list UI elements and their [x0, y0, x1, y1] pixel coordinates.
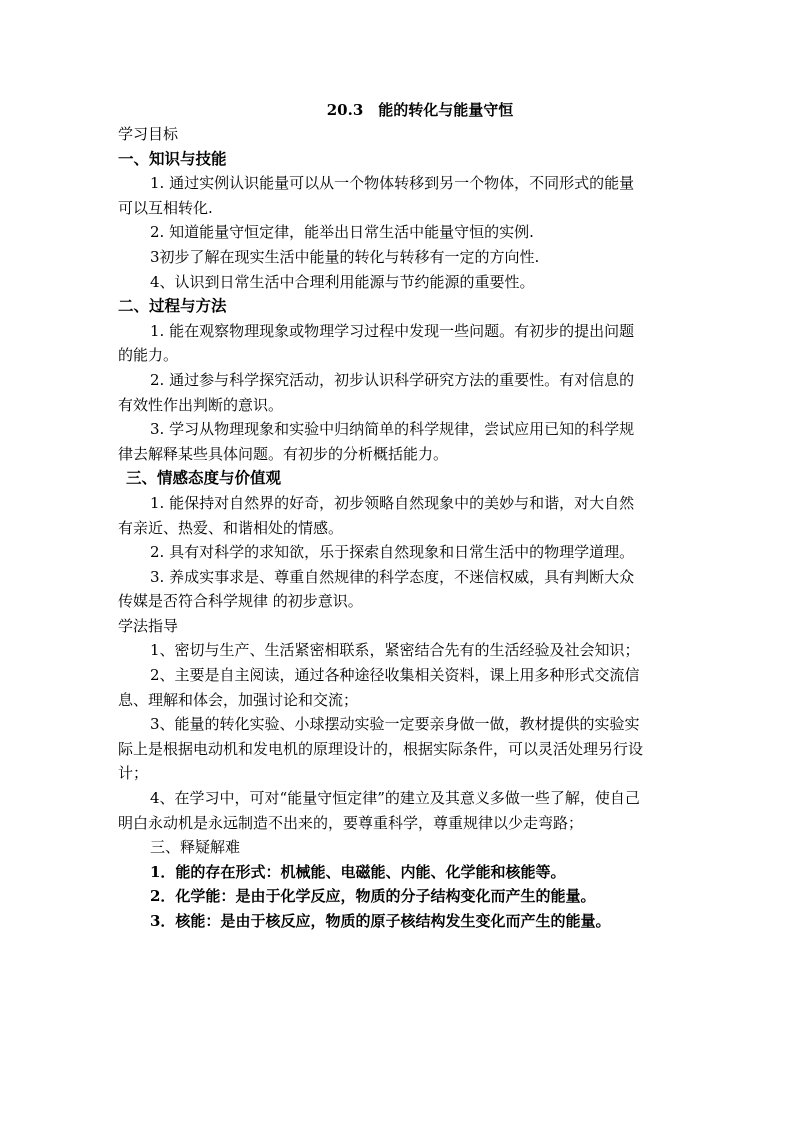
paragraph-line: 1. 通过实例认识能量可以从一个物体转移到另一个物体，不同形式的能量: [150, 174, 635, 193]
paragraph-line: 3初步了解在现实生活中能量的转化与转移有一定的方向性.: [150, 247, 540, 266]
paragraph-line: 有亲近、热爱、和谐相处的情感。: [118, 518, 344, 537]
paragraph-line: 的能力。: [118, 346, 179, 365]
paragraph-line: 息、理解和体会，加强讨论和交流；: [118, 690, 359, 709]
paragraph-line: 明白永动机是永远制造不出来的，要尊重科学，尊重规律以少走弯路；: [118, 813, 584, 832]
paragraph-line: 1．能的存在形式：机械能、电磁能、内能、化学能和核能等。: [150, 862, 566, 881]
paragraph-line: 1. 能保持对自然界的好奇，初步领略自然现象中的美妙与和谐，对大自然: [150, 493, 635, 512]
paragraph-line: 4、认识到日常生活中合理利用能源与节约能源的重要性。: [150, 272, 535, 291]
paragraph-line: 有效性作出判断的意识。: [118, 395, 284, 414]
section-process-methods: 二、过程与方法: [118, 296, 227, 316]
paragraph-line: 2．化学能：是由于化学反应，物质的分子结构变化而产生的能量。: [150, 887, 596, 906]
paragraph-line: 计；: [118, 764, 149, 783]
section-attitude-values: 三、情感态度与价值观: [126, 468, 282, 488]
paragraph-line: 律去解释某些具体问题。有初步的分析概括能力。: [118, 444, 449, 463]
heading-learning-goals: 学习目标: [118, 125, 179, 143]
paragraph-line: 1. 能在观察物理现象或物理学习过程中发现一些问题。有初步的提出问题: [150, 321, 635, 340]
paragraph-line: 2. 具有对科学的求知欲，乐于探索自然现象和日常生活中的物理学道理。: [150, 543, 635, 562]
paragraph-line: 可以互相转化.: [118, 198, 213, 217]
paragraph-line: 2、主要是自主阅读，通过各种途径收集相关资料，课上用多种形式交流信: [150, 666, 640, 685]
section-knowledge-skills: 一、知识与技能: [118, 148, 227, 168]
paragraph-line: 4、在学习中，可对“能量守恒定律”的建立及其意义多做一些了解，使自己: [150, 789, 640, 808]
paragraph-line: 际上是根据电动机和发电机的原理设计的，根据实际条件，可以灵活处理另行设: [118, 739, 644, 758]
paragraph-line: 3. 学习从物理现象和实验中归纳简单的科学规律，尝试应用已知的科学规: [150, 420, 635, 439]
heading-explanations: 三、释疑解难: [150, 838, 241, 857]
document-page: [118, 98, 678, 934]
document-title: 20.3 能的转化与能量守恒: [326, 101, 514, 119]
heading-study-guidance: 学法指导: [118, 616, 179, 635]
paragraph-line: 3. 养成实事求是、尊重自然规律的科学态度，不迷信权威，具有判断大众: [150, 567, 635, 586]
paragraph-line: 3．核能：是由于核反应，物质的原子核结构发生变化而产生的能量。: [150, 912, 611, 930]
paragraph-line: 2. 通过参与科学探究活动，初步认识科学研究方法的重要性。有对信息的: [150, 370, 635, 389]
paragraph-line: 2. 知道能量守恒定律，能举出日常生活中能量守恒的实例.: [150, 223, 534, 242]
paragraph-line: 1、密切与生产、生活紧密相联系，紧密结合先有的生活经验及社会知识；: [150, 641, 640, 660]
paragraph-line: 传媒是否符合科学规律 的初步意识。: [118, 592, 363, 611]
paragraph-line: 3、能量的转化实验、小球摆动实验一定要亲身做一做，教材提供的实验实: [150, 715, 640, 734]
